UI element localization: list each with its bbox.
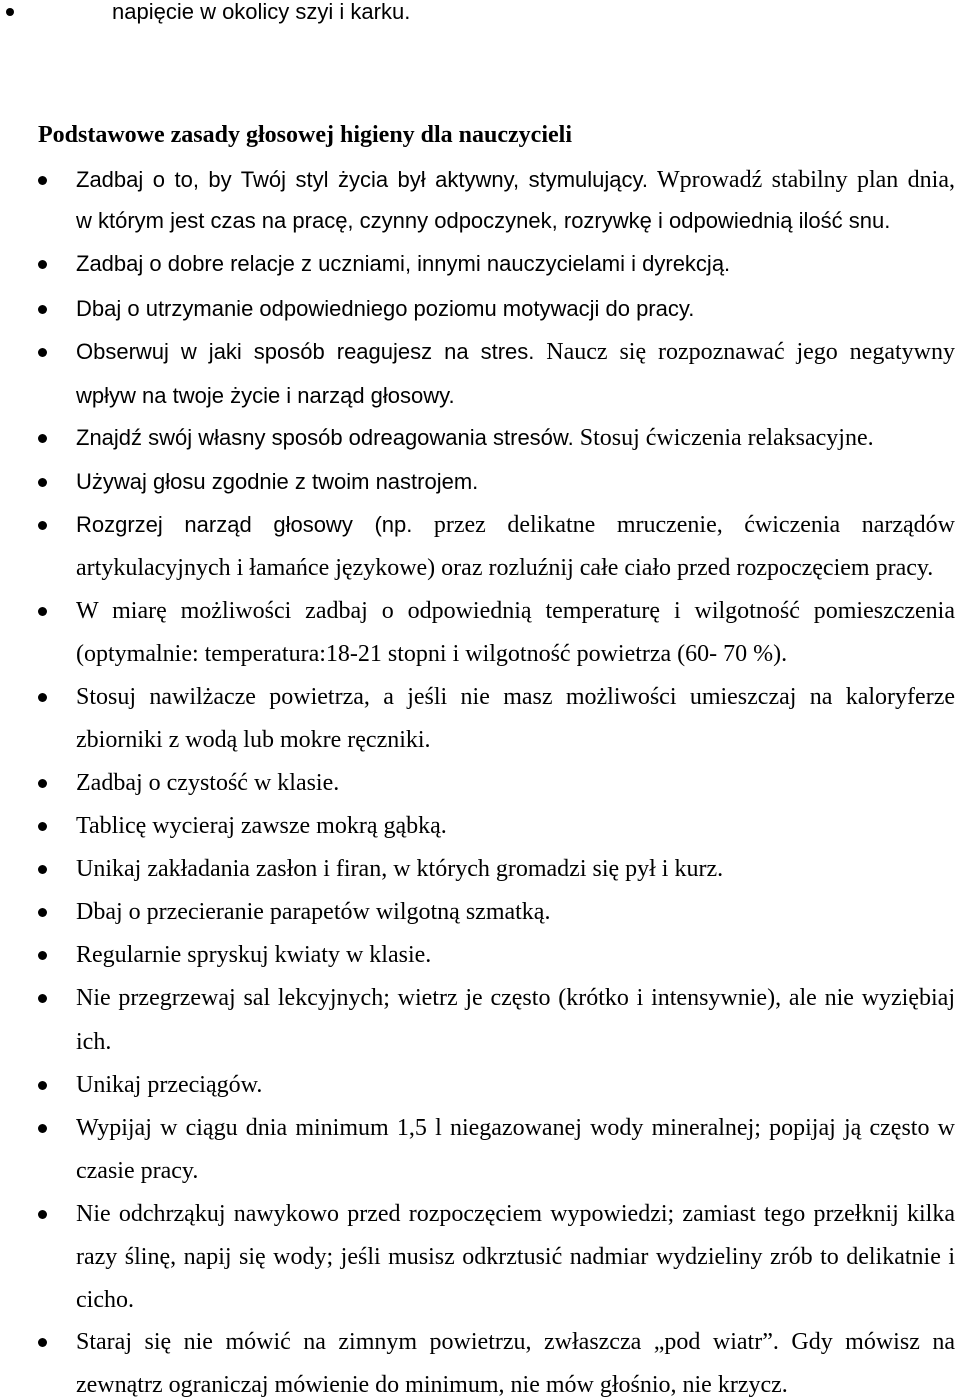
bullet-icon [38, 1210, 47, 1219]
list-item-line: zewnątrz ograniczaj mówienie do minimum, nie mów głośnio, nie krzycz. [76, 1372, 788, 1398]
list-item-line: Nie przegrzewaj sal lekcyjnych; wietrz je często (krótko i intensywnie), ale nie wyziębiaj [76, 985, 955, 1011]
bullet-icon [38, 951, 47, 960]
bullet-icon [38, 521, 47, 530]
bullet-icon [38, 607, 47, 616]
text-segment: Naucz się rozpoznawać jego negatywny [534, 339, 955, 365]
bullet-icon [38, 348, 47, 357]
list-item-line [76, 424, 955, 452]
section-heading: Podstawowe zasady głosowej higieny dla nauczycieli [38, 122, 572, 148]
list-item-line: Dbaj o przecieranie parapetów wilgotną szmatką. [76, 899, 551, 925]
list-item-line [76, 382, 955, 410]
bullet-icon [38, 779, 47, 788]
bullet-icon [38, 176, 47, 185]
list-item-line [76, 207, 955, 235]
text-segment: Dbaj o utrzymanie odpowiedniego poziomu motywacji do pracy. [76, 296, 695, 321]
bullet-icon [38, 305, 47, 314]
bullet-icon [38, 908, 47, 917]
list-item-line: zbiorniki z wodą lub mokre ręczniki. [76, 727, 431, 753]
list-item-line: W miarę możliwości zadbaj o odpowiednią temperaturę i wilgotność pomieszczenia [76, 598, 955, 624]
list-item-line: ich. [76, 1029, 112, 1055]
text-segment: w którym jest czas na pracę, czynny odpoczynek, rozrywkę i odpowiednią ilość snu. [76, 208, 891, 233]
bullet-icon [38, 434, 47, 443]
bullet-icon [38, 822, 47, 831]
text-segment: Zadbaj o dobre relacje z uczniami, innymi nauczycielami i dyrekcją. [76, 251, 731, 276]
bullet-icon [38, 693, 47, 702]
bullet-icon [38, 1081, 47, 1090]
list-item-line [76, 511, 955, 539]
list-item-text: napięcie w okolicy szyi i karku. [112, 0, 411, 24]
list-item-line: artykulacyjnych i łamańce językowe) oraz rozluźnij całe ciało przed rozpoczęciem pracy. [76, 555, 934, 581]
bullet-icon [38, 260, 47, 269]
text-segment: Obserwuj w jaki sposób reagujesz na stres. [76, 339, 535, 364]
list-item-line: Wypijaj w ciągu dnia minimum 1,5 l niegazowanej wody mineralnej; popijaj ją często w [76, 1115, 955, 1141]
bullet-icon [6, 8, 14, 16]
list-item-line [76, 338, 955, 366]
list-item-line: Nie odchrząkuj nawykowo przed rozpoczęciem wypowiedzi; zamiast tego przełknij kilka [76, 1201, 955, 1227]
list-item-line: razy ślinę, napij się wody; jeśli musisz odkrztusić nadmiar wydzieliny zrób to delikatnie i [76, 1244, 955, 1270]
list-item-line: Regularnie spryskuj kwiaty w klasie. [76, 942, 432, 968]
text-segment: Zadbaj o to, by Twój styl życia był aktywny, stymulujący. [76, 167, 649, 192]
bullet-icon [38, 865, 47, 874]
list-item-line [76, 166, 955, 194]
list-item-line: Stosuj nawilżacze powietrza, a jeśli nie masz możliwości umieszczaj na kaloryferze [76, 684, 955, 710]
list-item-line: Staraj się nie mówić na zimnym powietrzu, zwłaszcza „pod wiatr”. Gdy mówisz na [76, 1329, 955, 1355]
text-segment: Znajdź swój własny sposób odreagowania stresów. [76, 425, 574, 450]
list-item-line: czasie pracy. [76, 1158, 199, 1184]
list-item-line [76, 295, 955, 323]
bullet-icon [38, 1338, 47, 1347]
text-segment: Wprowadź stabilny plan dnia, [648, 167, 955, 193]
list-item-line: Unikaj przeciągów. [76, 1072, 263, 1098]
bullet-icon [38, 1124, 47, 1133]
list-item-line: Tablicę wycieraj zawsze mokrą gąbką. [76, 813, 447, 839]
list-item-line [76, 468, 955, 496]
text-segment: Używaj głosu zgodnie z twoim nastrojem. [76, 469, 479, 494]
list-item-line: Unikaj zakładania zasłon i firan, w których gromadzi się pył i kurz. [76, 856, 724, 882]
text-segment: przez delikatne mruczenie, ćwiczenia narządów [412, 512, 955, 538]
text-segment: Stosuj ćwiczenia relaksacyjne. [573, 425, 874, 451]
list-item-line: cicho. [76, 1287, 134, 1313]
text-segment: wpływ na twoje życie i narząd głosowy. [76, 383, 455, 408]
bullet-icon [38, 478, 47, 487]
text-segment: Rozgrzej narząd głosowy (np. [76, 512, 413, 537]
list-item-line: Zadbaj o czystość w klasie. [76, 770, 340, 796]
list-item-line: (optymalnie: temperatura:18-21 stopni i wilgotność powietrza (60- 70 %). [76, 641, 788, 667]
list-item-line [76, 250, 955, 278]
bullet-icon [38, 994, 47, 1003]
